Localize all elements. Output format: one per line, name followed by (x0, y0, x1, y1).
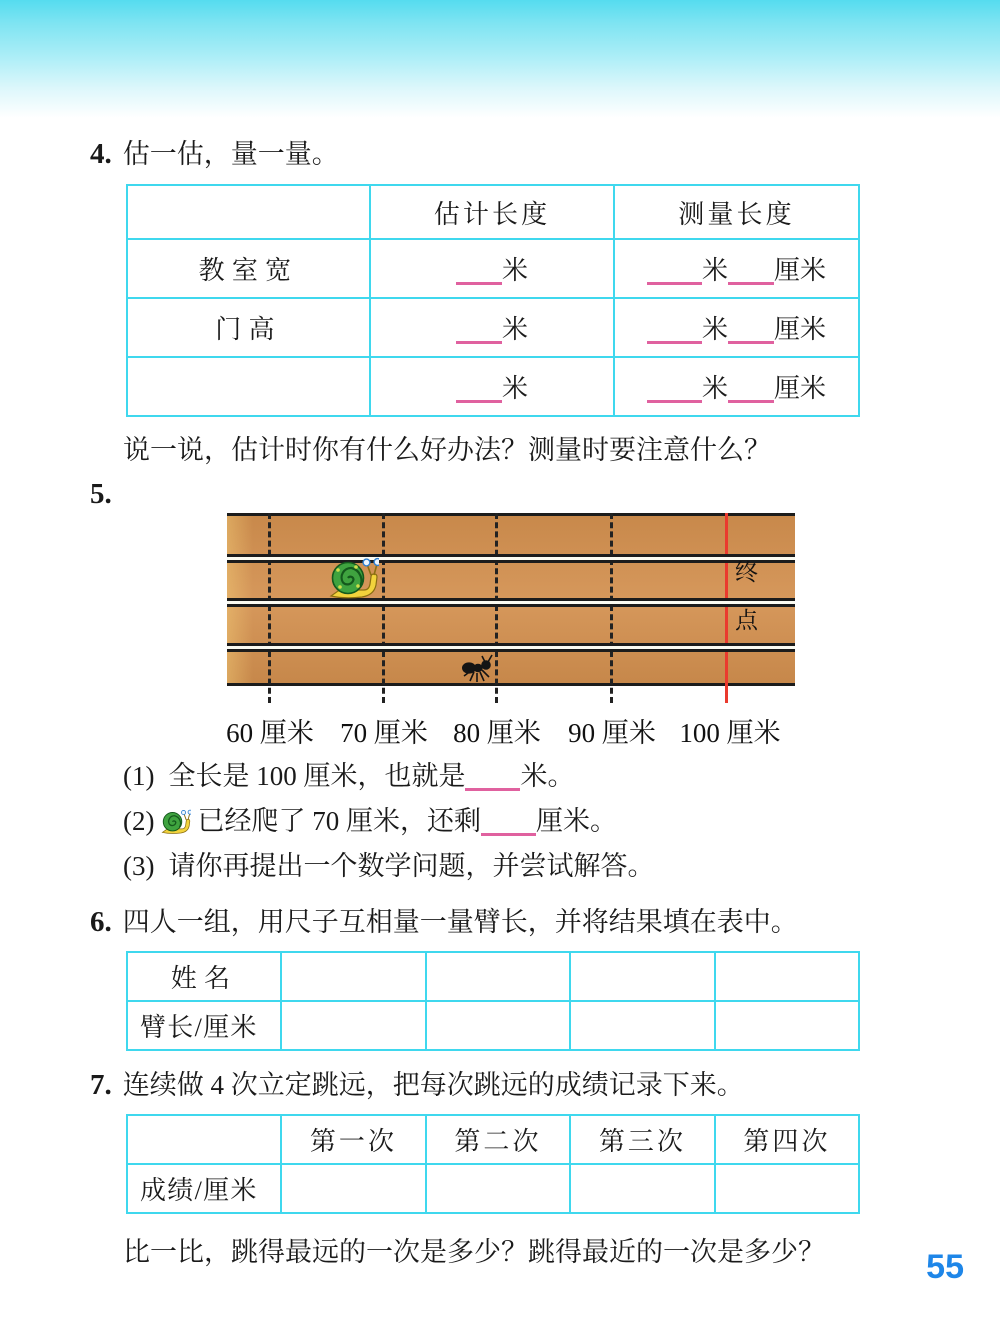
table-header-row (127, 1115, 859, 1164)
blank-line (456, 374, 502, 403)
row-label-arm-length: 臂长/厘米 (127, 1001, 281, 1050)
lane-divider (227, 598, 795, 607)
page-content (90, 138, 870, 1269)
question-6-heading (90, 906, 870, 939)
unit-cm: 厘米 (774, 315, 827, 344)
table-row (127, 952, 859, 1001)
item-1-prefix: (1) (123, 761, 155, 791)
estimate-cell (370, 298, 614, 357)
header-cell-fourth: 第四次 (715, 1115, 859, 1164)
measure-cell (614, 239, 859, 298)
empty-cell (715, 952, 859, 1001)
unit-m: 米 (701, 315, 728, 344)
measure-cell (614, 357, 859, 416)
table-row (127, 1164, 859, 1213)
tick-label-60: 60 厘米 (226, 718, 314, 748)
header-cell-second: 第二次 (426, 1115, 570, 1164)
empty-cell (426, 1164, 570, 1213)
empty-cell (426, 952, 570, 1001)
header-cell-measure: 测量长度 (614, 185, 859, 239)
question-5-item-1 (123, 760, 870, 792)
unit-m: 米 (701, 256, 728, 285)
finish-label-bottom: 点 (735, 608, 758, 633)
item-1-text: 全长是 100 厘米，也就是 (168, 761, 466, 791)
blank-line (728, 374, 774, 403)
question-5-number: 5. (90, 478, 112, 510)
finish-line-100cm (725, 513, 728, 703)
track-mark-70cm (382, 513, 385, 703)
race-track-figure (227, 513, 795, 747)
question-6-number: 6. (90, 906, 112, 938)
unit-m: 米 (501, 256, 528, 285)
snail-icon (327, 557, 379, 600)
blank-line (456, 256, 502, 285)
track-mark-90cm (610, 513, 613, 703)
header-cell-empty (127, 1115, 281, 1164)
row-label-name: 姓名 (127, 952, 281, 1001)
empty-cell (715, 1164, 859, 1213)
table-row (127, 1001, 859, 1050)
empty-cell (281, 1164, 426, 1213)
row-label-door-height: 门高 (127, 298, 370, 357)
lane-divider (227, 554, 795, 563)
estimate-cell (370, 239, 614, 298)
table-row (127, 357, 859, 416)
blank-line (647, 315, 702, 344)
header-cell-first: 第一次 (281, 1115, 426, 1164)
empty-cell (570, 1164, 715, 1213)
empty-cell (281, 952, 426, 1001)
lane-divider (227, 643, 795, 652)
header-cell-estimate: 估计长度 (370, 185, 614, 239)
ant-icon (461, 653, 499, 684)
header-cell-third: 第三次 (570, 1115, 715, 1164)
table-row (127, 298, 859, 357)
question-4-title: 估一估，量一量。 (122, 139, 339, 169)
snail-icon (160, 809, 191, 835)
question-5-heading (90, 478, 870, 511)
header-cell-empty (127, 185, 370, 239)
item-2-unit: 厘米。 (535, 806, 617, 836)
table-row (127, 239, 859, 298)
blank-line (728, 256, 774, 285)
question-4-followup: 说一说，估计时你有什么好办法？测量时要注意什么？ (123, 435, 771, 465)
page-number: 55 (926, 1248, 964, 1286)
empty-cell (715, 1001, 859, 1050)
estimate-cell (370, 357, 614, 416)
tick-label-70: 70 厘米 (340, 718, 428, 748)
empty-cell (426, 1001, 570, 1050)
item-2-prefix: (2) (123, 806, 155, 836)
race-track (227, 513, 795, 686)
row-label-classroom-width: 教室宽 (127, 239, 370, 298)
empty-cell (570, 1001, 715, 1050)
question-5-item-2 (123, 805, 870, 837)
blank-line (456, 315, 502, 344)
blank-line (465, 761, 520, 791)
question-7-title: 连续做 4 次立定跳远，把每次跳远的成绩记录下来。 (122, 1070, 744, 1100)
row-label-empty (127, 357, 370, 416)
jump-results-table (126, 1114, 860, 1214)
unit-m: 米 (701, 374, 728, 403)
row-label-score: 成绩/厘米 (127, 1164, 281, 1213)
unit-m: 米 (501, 374, 528, 403)
unit-m: 米 (501, 315, 528, 344)
question-7-number: 7. (90, 1069, 112, 1101)
blank-line (647, 256, 702, 285)
unit-cm: 厘米 (774, 374, 827, 403)
question-7-followup: 比一比，跳得最远的一次是多少？跳得最近的一次是多少？ (123, 1237, 825, 1267)
measure-cell (614, 298, 859, 357)
item-3-prefix: (3) (123, 851, 155, 881)
page-top-gradient (0, 0, 1000, 118)
item-1-unit: 米。 (520, 761, 575, 791)
question-5-item-3 (123, 850, 870, 882)
arm-length-table (126, 951, 860, 1051)
empty-cell (570, 952, 715, 1001)
tick-label-100: 100 厘米 (679, 718, 781, 748)
blank-line (647, 374, 702, 403)
item-2-text: 已经爬了 70 厘米，还剩 (197, 806, 481, 836)
item-3-text: 请你再提出一个数学问题，并尝试解答。 (168, 851, 655, 881)
finish-label-top: 终 (735, 560, 758, 585)
question-4-number: 4. (90, 138, 112, 170)
question-7-heading (90, 1069, 870, 1102)
tick-label-90: 90 厘米 (568, 718, 656, 748)
blank-line (481, 806, 536, 836)
track-mark-60cm (268, 513, 271, 703)
blank-line (728, 315, 774, 344)
tick-label-80: 80 厘米 (453, 718, 541, 748)
question-4-heading (90, 138, 870, 171)
empty-cell (281, 1001, 426, 1050)
estimate-measure-table (126, 184, 860, 417)
unit-cm: 厘米 (774, 256, 827, 285)
question-6-title: 四人一组，用尺子互相量一量臂长，并将结果填在表中。 (122, 907, 798, 937)
table-header-row (127, 185, 859, 239)
